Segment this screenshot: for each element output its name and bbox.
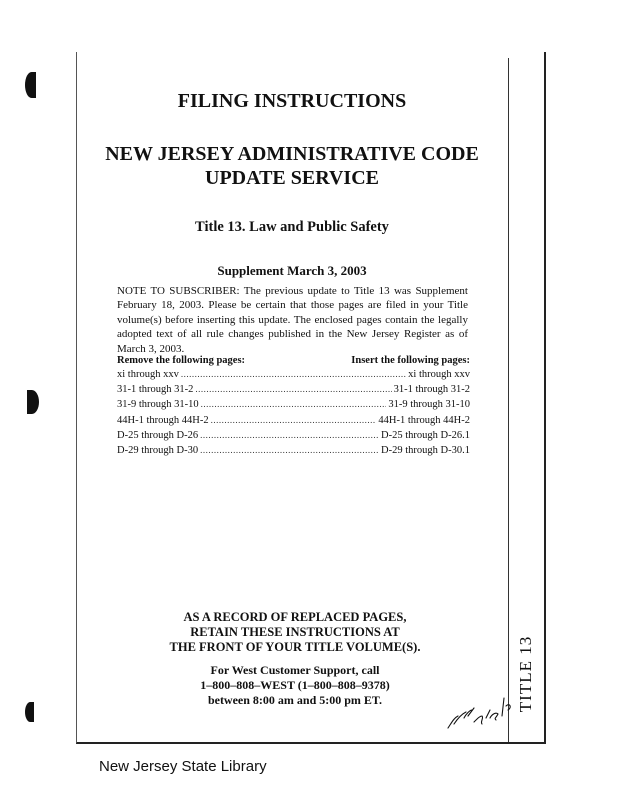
title-section: Title 13. Law and Public Safety xyxy=(195,219,389,235)
table-row xyxy=(117,415,470,430)
table-row xyxy=(117,399,470,414)
record-line-2: RETAIN THESE INSTRUCTIONS AT xyxy=(190,625,400,639)
binder-hole-middle xyxy=(27,390,39,414)
remove-pages: 44H-1 through 44H-2 xyxy=(117,414,209,426)
record-line-1: AS A RECORD OF REPLACED PAGES, xyxy=(183,610,407,624)
pages-table xyxy=(117,355,470,460)
insert-pages: D-25 through D-26.1 xyxy=(381,429,470,441)
subtitle xyxy=(78,142,506,190)
page-title: FILING INSTRUCTIONS xyxy=(177,90,407,112)
dot-leader xyxy=(201,399,387,409)
binder-hole-bottom xyxy=(25,702,34,722)
support-hours: between 8:00 am and 5:00 pm ET. xyxy=(207,693,383,707)
remove-header: Remove the following pages: xyxy=(117,355,246,366)
supplement-date: Supplement March 3, 2003 xyxy=(217,263,367,278)
insert-pages: 31-9 through 31-10 xyxy=(388,399,470,411)
subtitle-line-2: UPDATE SERVICE xyxy=(205,167,379,189)
support-phone: 1–800–808–WEST (1–800–808–9378) xyxy=(200,678,390,692)
insert-pages: xi through xxv xyxy=(408,369,470,380)
subtitle-line-1: NEW JERSEY ADMINISTRATIVE CODE xyxy=(105,143,479,165)
table-row xyxy=(117,384,470,399)
remove-pages: D-29 through D-30 xyxy=(117,444,199,456)
support-line-1: For West Customer Support, call xyxy=(210,663,380,677)
insert-pages: D-29 through D-30.1 xyxy=(381,444,470,456)
remove-pages: 31-9 through 31-10 xyxy=(117,399,199,411)
dot-leader xyxy=(195,384,391,394)
dot-leader xyxy=(181,369,406,379)
table-row xyxy=(117,369,470,384)
insert-header: Insert the following pages: xyxy=(351,355,470,366)
footer-library-label: New Jersey State Library xyxy=(99,758,267,775)
remove-pages: D-25 through D-26 xyxy=(117,429,199,441)
tab-divider xyxy=(508,58,509,742)
table-header xyxy=(117,355,470,366)
remove-pages: 31-1 through 31-2 xyxy=(117,384,194,396)
table-row xyxy=(117,445,470,460)
table-row xyxy=(117,430,470,445)
insert-pages: 44H-1 through 44H-2 xyxy=(378,414,470,426)
title-tab-label: TITLE 13 xyxy=(516,635,536,713)
customer-support xyxy=(160,663,430,708)
dot-leader xyxy=(211,415,377,425)
record-instruction xyxy=(160,610,430,655)
record-line-3: THE FRONT OF YOUR TITLE VOLUME(S). xyxy=(169,640,421,654)
dot-leader xyxy=(200,445,379,455)
handwritten-signature xyxy=(444,688,516,734)
binder-hole-top xyxy=(25,72,36,98)
insert-pages: 31-1 through 31-2 xyxy=(393,384,470,396)
subscriber-note: NOTE TO SUBSCRIBER: The previous update to Title 13 was Supplement February 18, 2003. Please be certain that those pages are filed in your Title volume(s) before inserting this update. The enclosed pages contain the legally adopted text of all rule changes published in the New Jersey Register as of March 3, 2003. xyxy=(117,285,468,355)
remove-pages: xi through xxv xyxy=(117,369,179,380)
dot-leader xyxy=(200,430,379,440)
